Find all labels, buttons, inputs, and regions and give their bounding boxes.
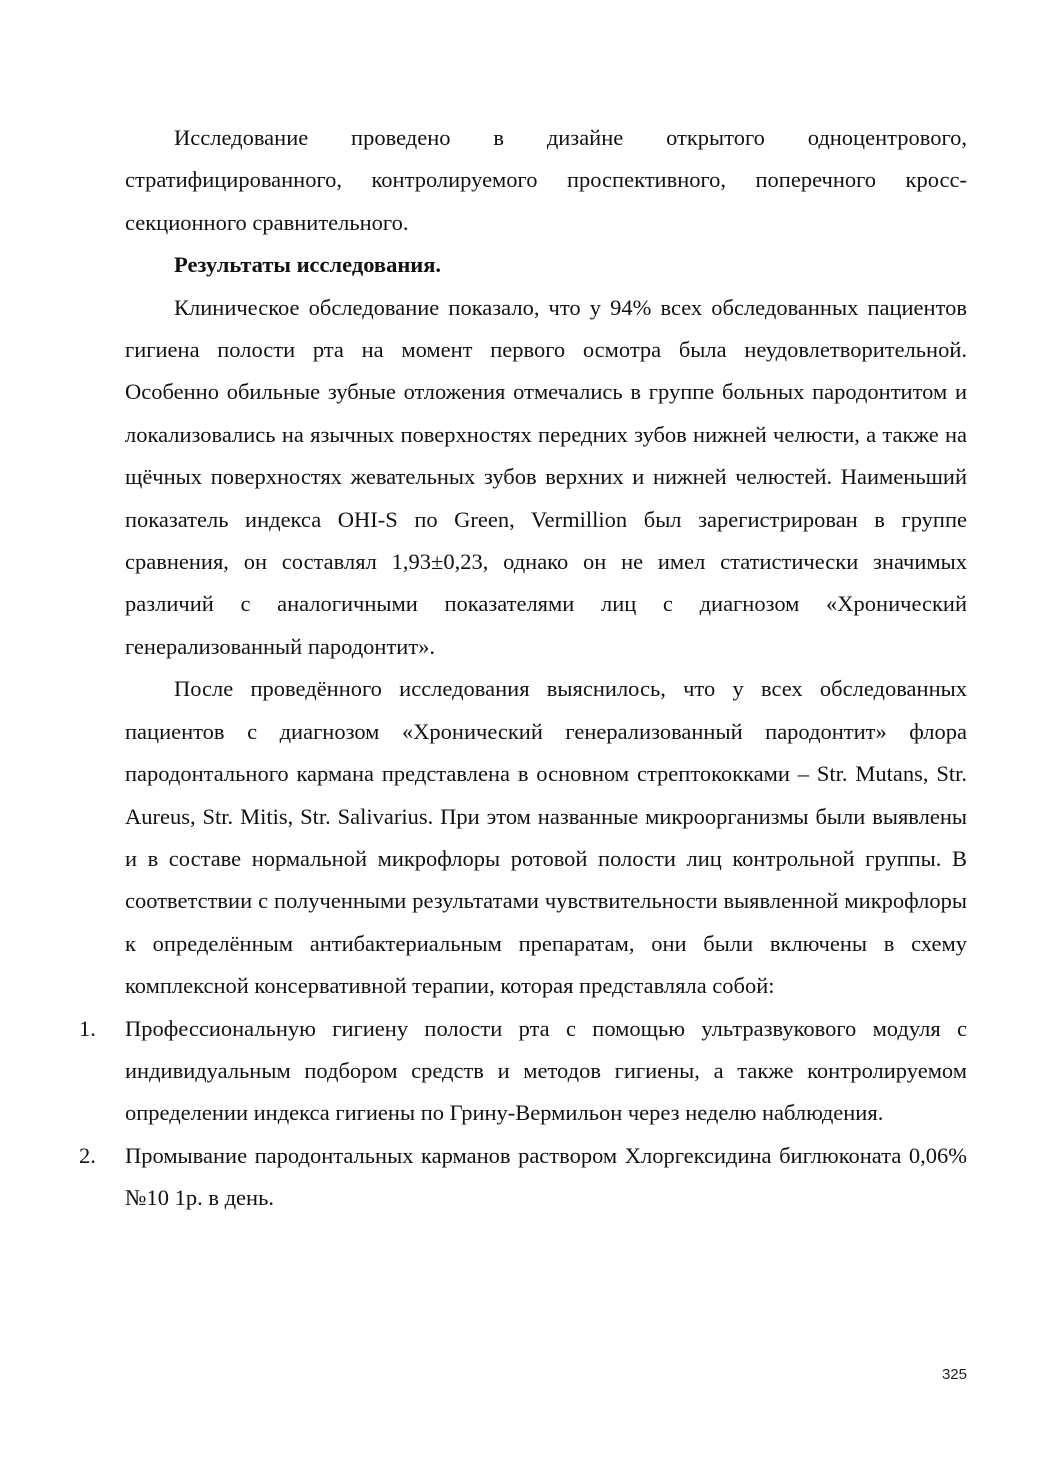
paragraph-flora: После проведённого исследования выяснилось, что у всех обследованных пациентов с диагнозом «Хронический генерализованный пародонтит» флора пародонтального кармана представлена в основном стрептококками – Str. Mutans, Str. Aureus, Str. Mitis, Str. Salivarius. При этом названные микроорганизмы были выявлены и в составе нормальной микрофлоры ротовой полости лиц контрольной группы. В соответствии с полученными результатами чувствительности выявленной микрофлоры к определённым антибактериальным препаратам, они были включены в схему комплексной консервативной терапии, которая представляла собой: (125, 676, 967, 999)
list-item-number: 2. (79, 1142, 96, 1168)
list-item-text: Профессиональную гигиену полости рта с помощью ультразвукового модуля с индивидуальным подбором средств и методов гигиены, а также контролируемом определении индекса гигиены по Грину-Вермильон через неделю наблюдения. (125, 1015, 967, 1126)
paragraph-study-design: Исследование проведено в дизайне открытого одноцентрового, стратифицированного, контролируемого проспективного, поперечного кросс-секционного сравнительного. (125, 125, 967, 235)
therapy-list (79, 1008, 967, 1220)
list-item-number: 1. (79, 1015, 96, 1041)
paragraph-clinical-exam: Клиническое обследование показало, что у 94% всех обследованных пациентов гигиена полости рта на момент первого осмотра была неудовлетворительной. Особенно обильные зубные отложения отмечались в группе больных пародонтитом и локализовались на язычных поверхностях передних зубов нижней челюсти, а также на щёчных поверхностях жевательных зубов верхних и нижней челюстей. Наименьший показатель индекса OHI-S по Green, Vermillion был зарегистрирован в группе сравнения, он составлял 1,93±0,23, однако он не имел статистически значимых различий с аналогичными показателями лиц с диагнозом «Хронический генерализованный пародонтит». (125, 294, 967, 659)
list-item-text: Промывание пародонтальных карманов раствором Хлоргексидина биглюконата 0,06% №10 1р. в день. (125, 1142, 967, 1211)
document-page (79, 117, 967, 1220)
page-number: 325 (941, 1366, 967, 1383)
list-item (79, 1008, 967, 1135)
list-item (79, 1135, 967, 1220)
results-heading: Результаты исследования. (174, 252, 442, 278)
